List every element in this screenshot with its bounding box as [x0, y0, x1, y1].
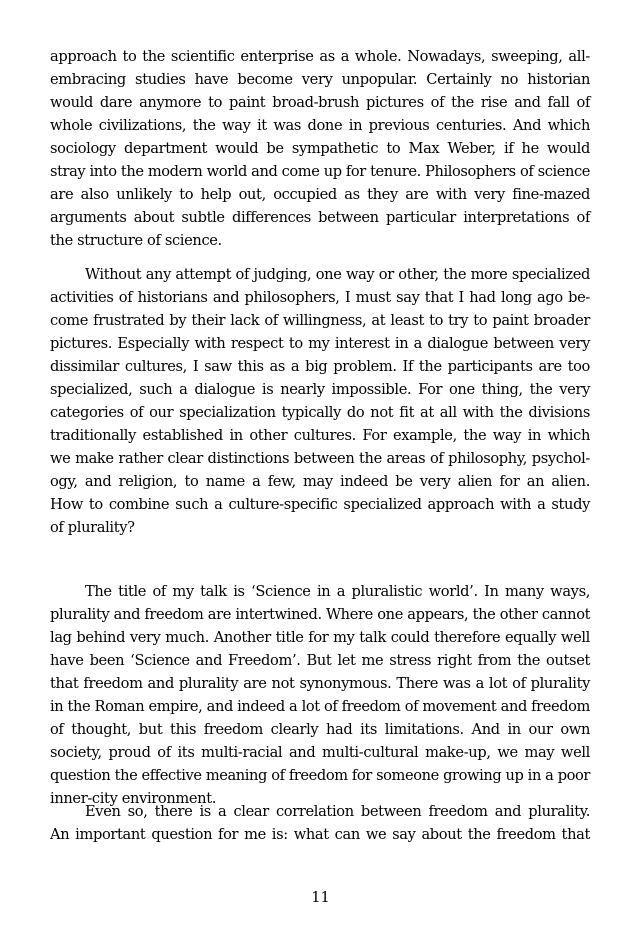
text-line: society, proud of its multi-racial and multi-cultural make-up, we may well: [50, 744, 590, 761]
text-line: plurality and freedom are intertwined. Where one appears, the other cannot: [50, 606, 591, 623]
text-line: approach to the scientific enterprise as a whole. Nowadays, sweeping, all-: [50, 48, 590, 65]
text-line: dissimilar cultures, I saw this as a big problem. If the participants are too: [50, 358, 590, 375]
text-line: Without any attempt of judging, one way or other, the more specialized: [85, 266, 590, 283]
text-line: An important question for me is: what can we say about the freedom that: [50, 826, 590, 843]
text-line: inner-city environment.: [50, 790, 217, 807]
text-line: ogy, and religion, to name a few, may indeed be very alien for an alien.: [50, 473, 590, 490]
text-line: sociology department would be sympathetic to Max Weber, if he would: [50, 140, 590, 157]
text-line: in the Roman empire, and indeed a lot of freedom of movement and freedom: [50, 698, 590, 715]
text-line: activities of historians and philosophers, I must say that I had long ago be-: [50, 289, 590, 306]
text-line: question the effective meaning of freedom for someone growing up in a poor: [50, 767, 590, 784]
text-line: lag behind very much. Another title for my talk could therefore equally well: [50, 629, 590, 646]
paragraph-1: [50, 45, 590, 252]
text-line: pictures. Especially with respect to my interest in a dialogue between very: [50, 335, 590, 352]
text-line: of plurality?: [50, 519, 135, 536]
text-line: How to combine such a culture-specific specialized approach with a study: [50, 496, 590, 513]
text-line: we make rather clear distinctions between the areas of philosophy, psychol-: [50, 450, 590, 467]
text-line: stray into the modern world and come up for tenure. Philosophers of science: [50, 163, 590, 180]
text-line: The title of my talk is ‘Science in a pluralistic world’. In many ways,: [85, 583, 590, 600]
text-line: arguments about subtle differences between particular interpretations of: [50, 209, 590, 226]
text-line: have been ‘Science and Freedom’. But let me stress right from the outset: [50, 652, 590, 669]
text-line: would dare anymore to paint broad-brush pictures of the rise and fall of: [50, 94, 590, 111]
text-line: are also unlikely to help out, occupied as they are with very fine-mazed: [50, 186, 590, 203]
text-line: categories of our specialization typically do not fit at all with the divisions: [50, 404, 590, 421]
paragraph-2: [50, 263, 590, 539]
text-line: specialized, such a dialogue is nearly impossible. For one thing, the very: [50, 381, 590, 398]
text-line: traditionally established in other cultures. For example, the way in which: [50, 427, 590, 444]
text-line: whole civilizations, the way it was done in previous centuries. And which: [50, 117, 590, 134]
paragraph-3: [50, 580, 590, 810]
text-line: Even so, there is a clear correlation between freedom and plurality.: [85, 803, 590, 820]
text-line: embracing studies have become very unpopular. Certainly no historian: [50, 71, 590, 88]
text-line: the structure of science.: [50, 232, 222, 249]
paragraph-4: [50, 800, 590, 846]
text-line: of thought, but this freedom clearly had its limitations. And in our own: [50, 721, 590, 738]
text-line: come frustrated by their lack of willingness, at least to try to paint broader: [50, 312, 590, 329]
text-line: that freedom and plurality are not synonymous. There was a lot of plurality: [50, 675, 590, 692]
page-number: 11: [311, 889, 330, 906]
